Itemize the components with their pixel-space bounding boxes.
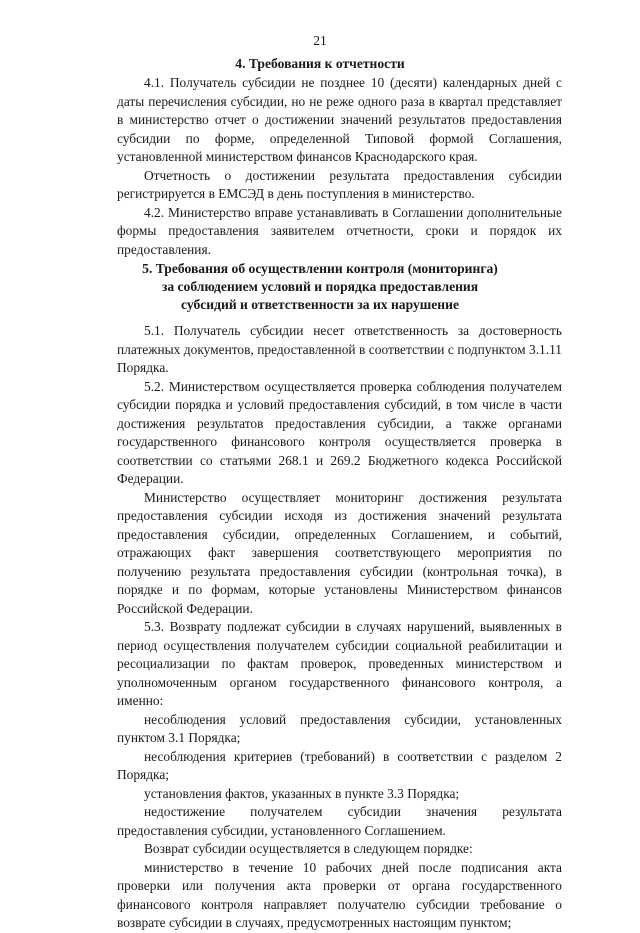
- section-5-body: [117, 322, 562, 933]
- paragraph-return-order: Возврат субсидии осуществляется в следующем порядке:: [144, 841, 473, 856]
- page-number: 21: [313, 33, 327, 48]
- section-5-heading-line1: 5. Требования об осуществлении контроля (мониторинга): [142, 261, 498, 276]
- paragraph-ministry-requirement: министерство в течение 10 рабочих дней после подписания акта проверки или получения акта проверки от органа государственного финансового контроля направляет получателю субсидии требование о возврате субсидии в случаях, предусмотренных настоящим пунктом;: [117, 859, 562, 930]
- list-item-criteria: несоблюдения критериев (требований) в соответствии с разделом 2 Порядка;: [117, 748, 562, 782]
- section-5-heading-line3: субсидий и ответственности за их нарушение: [180, 297, 459, 312]
- paragraph-5-2: 5.2. Министерством осуществляется проверка соблюдения получателем субсидии порядка и условий предоставления субсидий, в том числе в части достижения результатов предоставления субсидии, а также органами государственного финансового контроля осуществляется проверка в соответствии со статьями 268.1 и 269.2 Бюджетного кодекса Российской Федерации.: [117, 378, 562, 486]
- paragraph-4-1: 4.1. Получатель субсидии не позднее 10 (десяти) календарных дней с даты перечисления субсидии, но не реже одного раза в квартал представляет в министерство отчет о достижении значений результатов предоставления субсидии по форме, определенной Типовой формой Соглашения, установленной министерством финансов Краснодарского края.: [117, 75, 562, 164]
- paragraph-4-reporting: Отчетность о достижении результата предоставления субсидии регистрируется в ЕМСЭД в день поступления в министерство.: [117, 167, 562, 201]
- paragraph-4-2: 4.2. Министерство вправе устанавливать в Соглашении дополнительные формы предоставления заявителем отчетности, сроки и порядок их предоставления.: [117, 204, 562, 257]
- paragraph-5-1: 5.1. Получатель субсидии несет ответственность за достоверность платежных документов, предоставленной в соответствии с подпунктом 3.1.11 Порядка.: [117, 323, 562, 375]
- section-5-heading-line2: за соблюдением условий и порядка предоставления: [161, 279, 479, 294]
- list-item-conditions: несоблюдения условий предоставления субсидии, установленных пунктом 3.1 Порядка;: [117, 711, 562, 745]
- list-item-facts: установления фактов, указанных в пункте 3.3 Порядка;: [144, 785, 460, 801]
- list-item-result: недостижение получателем субсидии значения результата предоставления субсидии, установленного Соглашением.: [117, 804, 562, 838]
- paragraph-5-monitoring: Министерство осуществляет мониторинг достижения результата предоставления субсидии исходя из достижения значений результата предоставления субсидии, определенных Соглашением, и событий, отражающих факт завершения соответствующего мероприятия по получению результата предоставления субсидии (контрольная точка), в порядке и по формам, которые установлены Министерством финансов Российской Федерации.: [117, 489, 562, 616]
- section-4-heading: 4. Требования к отчетности: [235, 56, 405, 71]
- section-4-body: [117, 74, 562, 259]
- paragraph-5-3: 5.3. Возврату подлежат субсидии в случаях нарушений, выявленных в период осуществления получателем субсидии социальной реабилитации и ресоциализации по фактам проверок, проведенных министерством и уполномоченным органом государственного финансового контроля, а именно:: [117, 619, 562, 708]
